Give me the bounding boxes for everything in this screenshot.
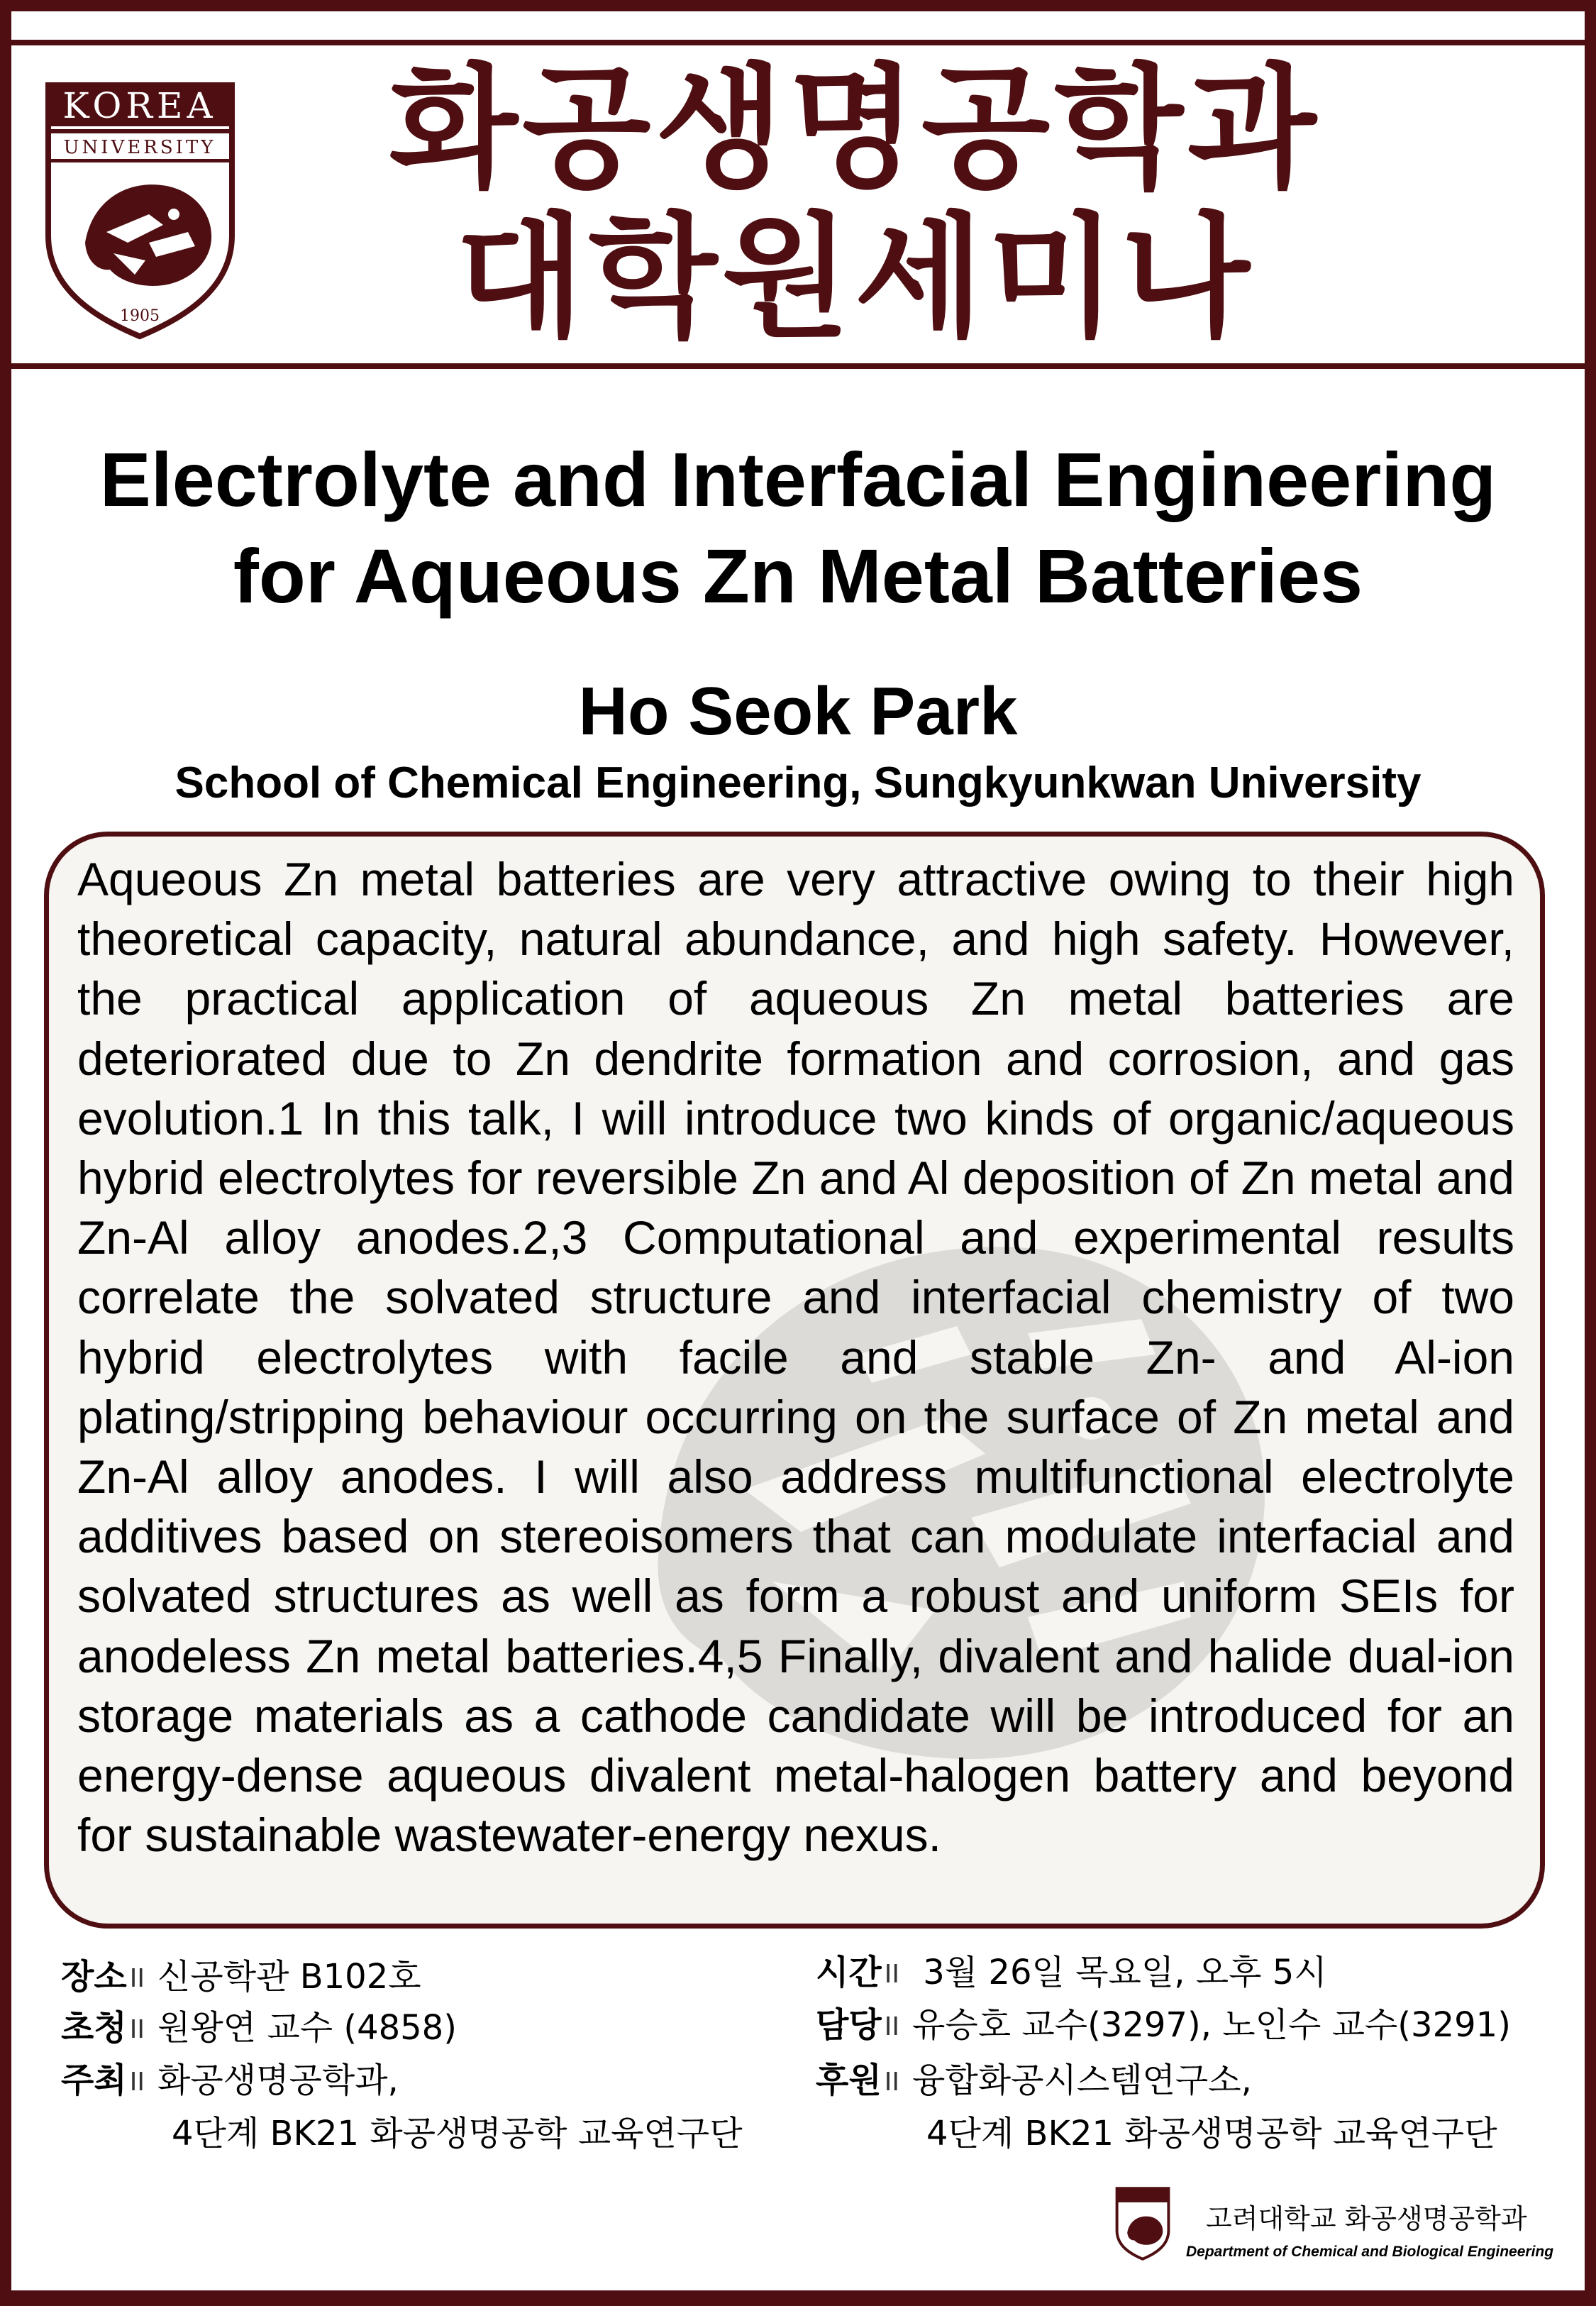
info-place	[61, 1951, 421, 2004]
talk-title-line2: for Aqueous Zn Metal Batteries	[233, 533, 1363, 619]
logo-word-korea: KOREA	[62, 85, 217, 126]
info-sponsor-label: 후원	[816, 2060, 882, 2100]
info-host-label: 초청	[61, 2008, 127, 2048]
info-contact-value: 유승호 교수(3297), 노인수 교수(3291)	[911, 2005, 1511, 2045]
logo-year: 1905	[120, 307, 160, 325]
info-contact	[816, 1999, 1511, 2053]
footer-department-korean: 고려대학교 화공생명공학과	[1206, 2203, 1527, 2234]
department-title-line1: 화공생명공학과	[389, 51, 1321, 206]
logo-word-university: UNIVERSITY	[63, 137, 216, 158]
speaker-name: Ho Seok Park	[578, 673, 1018, 749]
top-rule	[0, 40, 1596, 45]
department-title-line2: 대학원세미나	[455, 200, 1254, 355]
speaker-affiliation: School of Chemical Engineering, Sungkyunkwan University	[174, 758, 1422, 807]
info-place-label: 장소	[61, 1957, 127, 1997]
info-sponsor	[816, 2055, 1497, 2159]
separator-glyph: II	[884, 2012, 899, 2041]
info-time-value: 3월 26일 목요일, 오후 5시	[911, 1953, 1327, 1992]
abstract-text: Aqueous Zn metal batteries are very attractive owing to their high theoretical capacity, natural abundance, and high safety. However, the practical application of aqueous Zn metal batteries are deteriorated due to Zn dendrite formation and corrosion, and gas evolution.1 In this talk, I will introduce two kinds of organic/aqueous hybrid electrolytes for reversible Zn and Al deposition of Zn metal and Zn-Al alloy anodes.2,3 Computational and experimental results correlate the solvated structure and interfacial chemistry of two hybrid electrolytes with facile and stable Zn- and Al-ion plating/stripping behaviour occurring on the surface of Zn metal and Zn-Al alloy anodes. I will also address multifunctional electrolyte additives based on stereoisomers that can modulate interfacial and solvated structures as well as form a robust and uniform SEIs for anodeless Zn metal batteries.4,5 Finally, divalent and halide dual-ion storage materials as a cathode candidate will be introduced for an energy-dense aqueous divalent metal-halogen battery and beyond for sustainable wastewater-energy nexus.	[77, 853, 1514, 1862]
info-organizer-label: 주최	[61, 2060, 127, 2100]
info-time-label: 시간	[816, 1953, 882, 1992]
info-organizer-value2: 4단계 BK21 화공생명공학 교육연구단	[172, 2114, 743, 2153]
separator-glyph: II	[884, 2068, 899, 2097]
info-place-value: 신공학관 B102호	[157, 1957, 421, 1997]
separator-glyph: II	[129, 1964, 145, 1993]
bottom-rule	[0, 2290, 1596, 2306]
info-sponsor-value2: 4단계 BK21 화공생명공학 교육연구단	[926, 2114, 1497, 2153]
korea-university-logo	[43, 79, 238, 342]
korea-university-small-logo	[1115, 2187, 1170, 2261]
talk-title-line1: Electrolyte and Interfacial Engineering	[99, 436, 1497, 522]
info-time	[816, 1947, 1327, 2000]
footer-department-english: Department of Chemical and Biological Engineering	[1186, 2244, 1554, 2260]
info-host-value: 원왕연 교수 (4858)	[157, 2008, 457, 2048]
header-divider	[0, 363, 1596, 369]
talk-title	[28, 431, 1568, 624]
info-organizer-value: 화공생명공학과,	[157, 2060, 399, 2100]
info-host	[61, 2002, 457, 2056]
info-organizer	[61, 2055, 743, 2159]
separator-glyph: II	[129, 2015, 145, 2044]
info-sponsor-value: 융합화공시스템연구소,	[911, 2060, 1252, 2100]
separator-glyph: II	[884, 1960, 899, 1989]
separator-glyph: II	[129, 2068, 145, 2097]
info-contact-label: 담당	[816, 2005, 882, 2045]
abstract-box	[44, 832, 1545, 1929]
